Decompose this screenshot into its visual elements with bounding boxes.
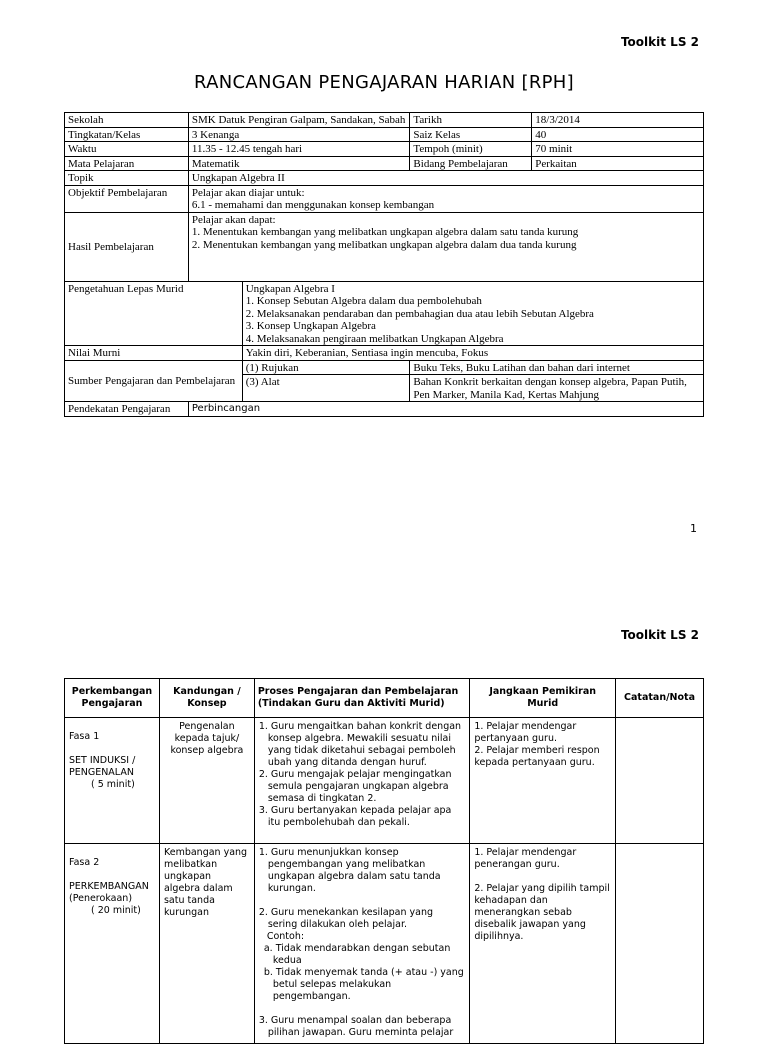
hasil-line: 1. Menentukan kembangan yang melibatkan ungkapan algebra dalam satu tanda kurung [191,226,579,238]
fasa2-contoh-item: b. Tidak menyemak tanda (+ atau -) yang betul selepas melakukan pengembangan. [263,967,464,1002]
fasa2-jangkaan-item: 1. Pelajar mendengar penerangan guru. [474,847,577,870]
fasa2-stage-line: PERKEMBANGAN [69,881,149,892]
row-tingkatan [65,127,704,142]
fasa2-duration: ( 20 minit) [91,905,141,916]
row-sekolah [65,113,704,128]
fasa2-konsep: Kembangan yang melibatkan ungkapan algebra dalam satu tanda kurungan [159,844,254,1044]
rujukan-value: Buku Teks, Buku Latihan dan bahan dari internet [410,360,704,375]
alat-value: Bahan Konkrit berkaitan dengan konsep algebra, Papan Putih, Pen Marker, Manila Kad, Kertas Mahjung [410,375,704,402]
pengetahuan-line: Ungkapan Algebra I [245,282,335,295]
header-proses: Proses Pengajaran dan Pembelajaran (Tindakan Guru dan Aktiviti Murid) [254,679,469,718]
waktu-value: 11.35 - 12.45 tengah hari [188,142,410,157]
fasa1-proses [254,718,469,844]
alat-label: (3) Alat [242,375,410,402]
fasa2-catatan [616,844,704,1044]
topik-value: Ungkapan Algebra II [188,171,703,186]
topik-label: Topik [65,171,189,186]
fasa1-catatan [616,718,704,844]
tarikh-value: 18/3/2014 [532,113,704,128]
page-number: 1 [690,522,697,535]
pengetahuan-label: Pengetahuan Lepas Murid [65,281,243,346]
tarikh-label: Tarikh [410,113,532,128]
fasa1-proses-item: 2. Guru mengajak pelajar mengingatkan semula pengajaran ungkapan algebra semasa di tingkatan 2. [258,769,452,804]
saiz-value: 40 [532,127,704,142]
fasa2-proses-item: 1. Guru menunjukkan konsep pengembangan yang melibatkan ungkapan algebra dalam satu tanda kurungan. [258,847,441,894]
fasa1-duration: ( 5 minit) [91,779,135,790]
row-pengetahuan [65,281,704,346]
row-pendekatan [65,402,704,417]
fasa1-jangkaan-item: 1. Pelajar mendengar pertanyaan guru. [474,721,577,744]
fasa2-contoh-label: Contoh: [266,931,305,942]
hasil-value [188,212,703,281]
fasa1-proses-item: 3. Guru bertanyakan kepada pelajar apa itu pembolehubah dan pekali. [258,805,452,828]
header-row [65,679,704,718]
nilai-label: Nilai Murni [65,346,243,361]
tingkatan-value: 3 Kenanga [188,127,410,142]
header-perkembangan: Perkembangan Pengajaran [65,679,160,718]
mata-value: Matematik [188,156,410,171]
pengetahuan-value [242,281,703,346]
table-row-fasa2 [65,844,704,1044]
table-row-fasa1 [65,718,704,844]
bidang-label: Bidang Pembelajaran [410,156,532,171]
sekolah-value: SMK Datuk Pengiran Galpam, Sandakan, Sabah [188,113,410,128]
tempoh-label: Tempoh (minit) [410,142,532,157]
header-kandungan: Kandungan / Konsep [159,679,254,718]
pendekatan-value: Perbincangan [188,402,703,417]
pengetahuan-line: 4. Melaksanakan pengiraan melibatkan Ungkapan Algebra [245,332,504,345]
row-sumber-rujukan [65,360,704,375]
pengetahuan-line: 1. Konsep Sebutan Algebra dalam dua pembolehubah [245,295,482,307]
row-waktu [65,142,704,157]
pendekatan-label: Pendekatan Pengajaran [65,402,189,417]
lesson-plan-table [64,678,704,1044]
fasa2-jangkaan [470,844,616,1044]
row-objektif [65,185,704,212]
fasa1-konsep: Pengenalan kepada tajuk/ konsep algebra [159,718,254,844]
row-mata-pelajaran [65,156,704,171]
header-catatan: Catatan/Nota [616,679,704,718]
fasa2-stage [65,844,160,1044]
fasa2-proses [254,844,469,1044]
pengetahuan-line: 2. Melaksanakan pendaraban dan pembahagian dua atau lebih Sebutan Algebra [245,307,594,320]
mata-label: Mata Pelajaran [65,156,189,171]
objektif-label: Objektif Pembelajaran [65,185,189,212]
fasa2-name: Fasa 2 [69,857,100,868]
hasil-line: 2. Menentukan kembangan yang melibatkan ungkapan algebra dalam dua tanda kurung [191,238,577,251]
fasa1-stage-line: PENGENALAN [69,767,134,778]
fasa2-proses-item: 2. Guru menekankan kesilapan yang sering dilakukan oleh pelajar. [258,907,434,930]
fasa2-proses-item: 3. Guru menampal soalan dan beberapa pilihan jawapan. Guru meminta pelajar [258,1015,454,1038]
row-hasil [65,212,704,281]
bidang-value: Perkaitan [532,156,704,171]
header-jangkaan: Jangkaan Pemikiran Murid [470,679,616,718]
toolkit-label: Toolkit LS 2 [620,35,699,49]
fasa2-contoh-item: a. Tidak mendarabkan dengan sebutan kedua [263,943,451,966]
rujukan-label: (1) Rujukan [242,360,410,375]
objektif-value [188,185,703,212]
fasa1-proses-item: 1. Guru mengaitkan bahan konkrit dengan konsep algebra. Mewakili sesuatu nilai yang tidak diketahui sebagai pemboleh ubah yang ditanda dengan huruf. [258,721,462,768]
waktu-label: Waktu [65,142,189,157]
row-topik [65,171,704,186]
objektif-line: 6.1 - memahami dan menggunakan konsep kembangan [191,199,435,211]
sekolah-label: Sekolah [65,113,189,128]
tempoh-value: 70 minit [532,142,704,157]
hasil-label: Hasil Pembelajaran [65,212,189,281]
fasa2-stage-line: (Penerokaan) [69,893,133,904]
objektif-line: Pelajar akan diajar untuk: [191,186,305,199]
row-nilai [65,346,704,361]
hasil-line: Pelajar akan dapat: [191,213,276,226]
toolkit-label-page2: Toolkit LS 2 [620,628,699,642]
fasa1-name: Fasa 1 [69,731,100,742]
fasa1-jangkaan [470,718,616,844]
rph-info-table [64,112,704,417]
pengetahuan-line: 3. Konsep Ungkapan Algebra [245,320,376,332]
fasa2-jangkaan-item: 2. Pelajar yang dipilih tampil kehadapan dan menerangkan sebab disebalik jawapan yang dipilihnya. [474,883,610,942]
tingkatan-label: Tingkatan/Kelas [65,127,189,142]
saiz-label: Saiz Kelas [410,127,532,142]
fasa1-jangkaan-item: 2. Pelajar memberi respon kepada pertanyaan guru. [474,745,600,768]
fasa1-stage [65,718,160,844]
page-title: RANCANGAN PENGAJARAN HARIAN [RPH] [194,72,574,93]
fasa1-stage-line: SET INDUKSI / [69,755,136,766]
sumber-label: Sumber Pengajaran dan Pembelajaran [65,360,243,402]
nilai-value: Yakin diri, Keberanian, Sentiasa ingin mencuba, Fokus [242,346,703,361]
